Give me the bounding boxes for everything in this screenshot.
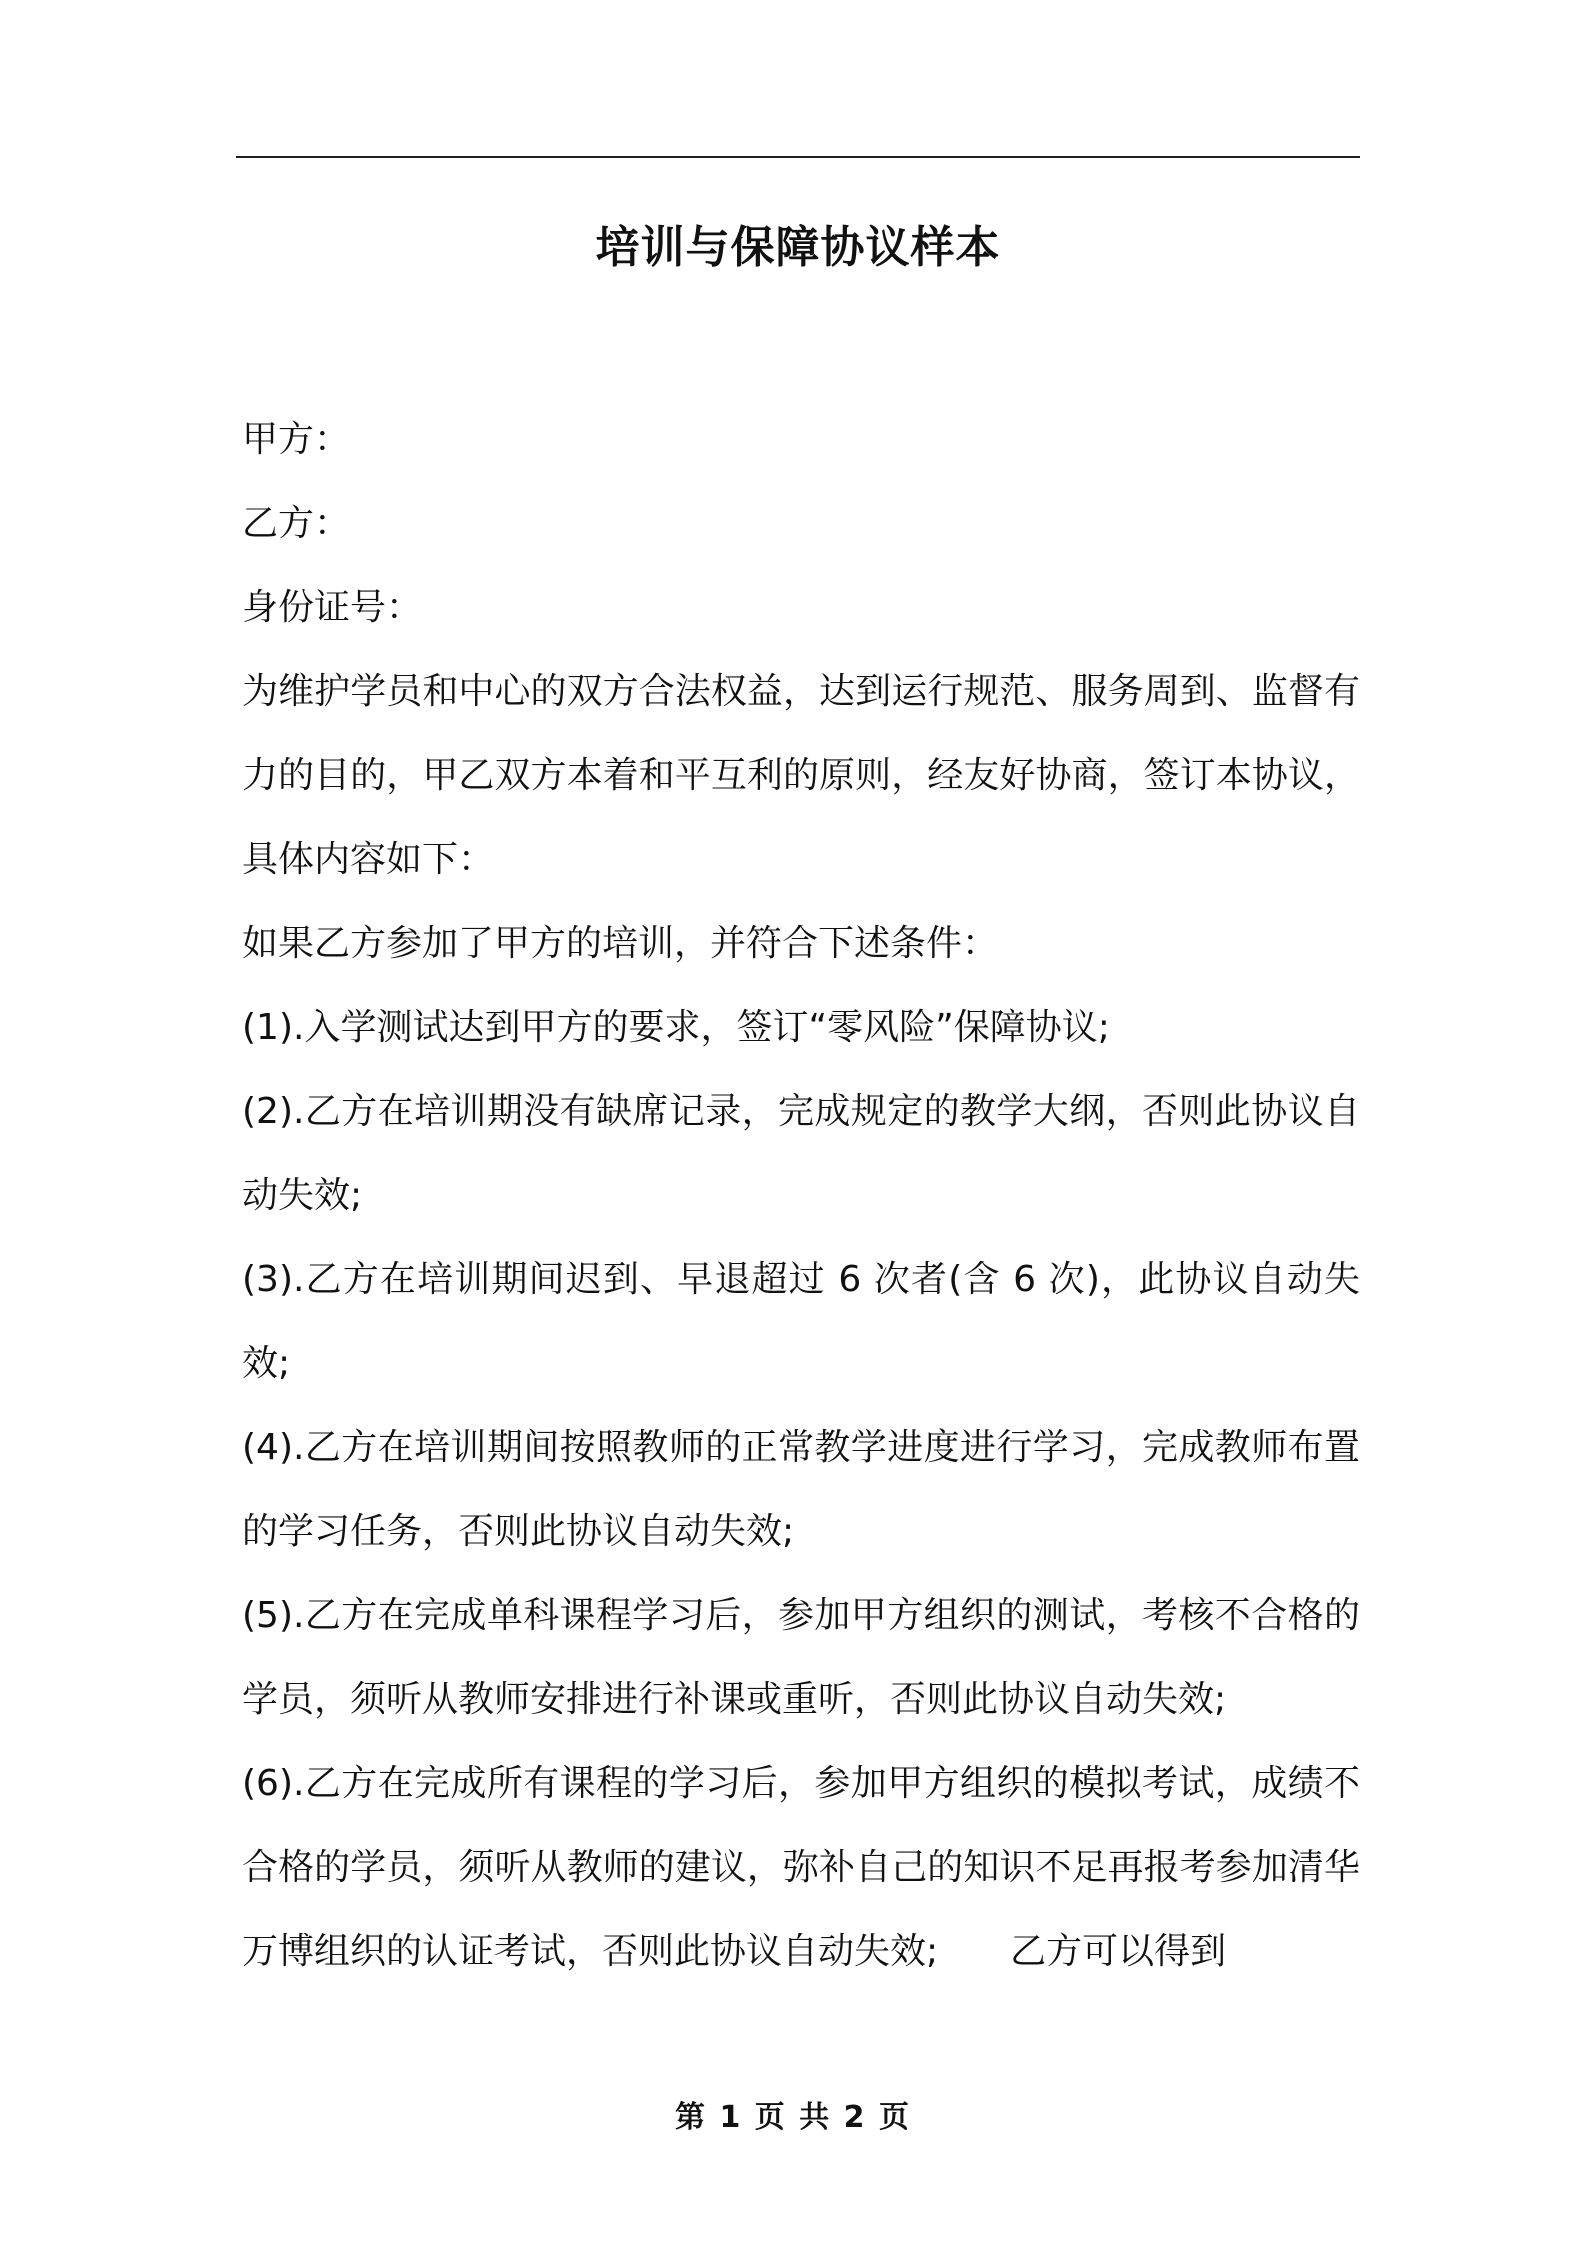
condition-lead: 如果乙方参加了甲方的培训，并符合下述条件： [242,923,999,964]
header-rule [236,156,1360,158]
clause-2: (2).乙方在培训期没有缺席记录，完成规定的教学大纲，否则此协议自动失效; [242,1091,1360,1216]
clause-1: (1).入学测试达到甲方的要求，签订“零风险”保障协议; [242,1007,1110,1048]
page-footer: 第 1 页 共 2 页 [675,2100,911,2135]
id-number-line: 身份证号： [242,587,423,628]
clause-4: (4).乙方在培训期间按照教师的正常教学进度进行学习，完成教师布置的学习任务，否则此协议自动失效; [242,1427,1360,1552]
document-body [242,398,1360,1994]
clause-6 [242,1742,1360,1994]
document-title: 培训与保障协议样本 [595,222,1001,273]
party-b-line: 乙方： [242,503,351,544]
clause-6-text: (6).乙方在完成所有课程的学习后，参加甲方组织的模拟考试，成绩不合格的学员，须听从教师的建议，弥补自己的知识不足再报考参加清华万博组织的认证考试，否则此协议自动失效; [242,1763,1360,1972]
clause-5: (5).乙方在完成单科课程学习后，参加甲方组织的测试，考核不合格的学员，须听从教师安排进行补课或重听，否则此协议自动失效; [242,1595,1360,1720]
clause-3: (3).乙方在培训期间迟到、早退超过 6 次者(含 6 次)，此协议自动失效; [242,1259,1360,1384]
intro-paragraph: 为维护学员和中心的双方合法权益，达到运行规范、服务周到、监督有力的目的，甲乙双方本着和平互利的原则，经友好协商，签订本协议，具体内容如下： [242,671,1360,880]
party-a-line: 甲方： [242,419,351,460]
continuation-text: 乙方可以得到 [1010,1931,1227,1972]
